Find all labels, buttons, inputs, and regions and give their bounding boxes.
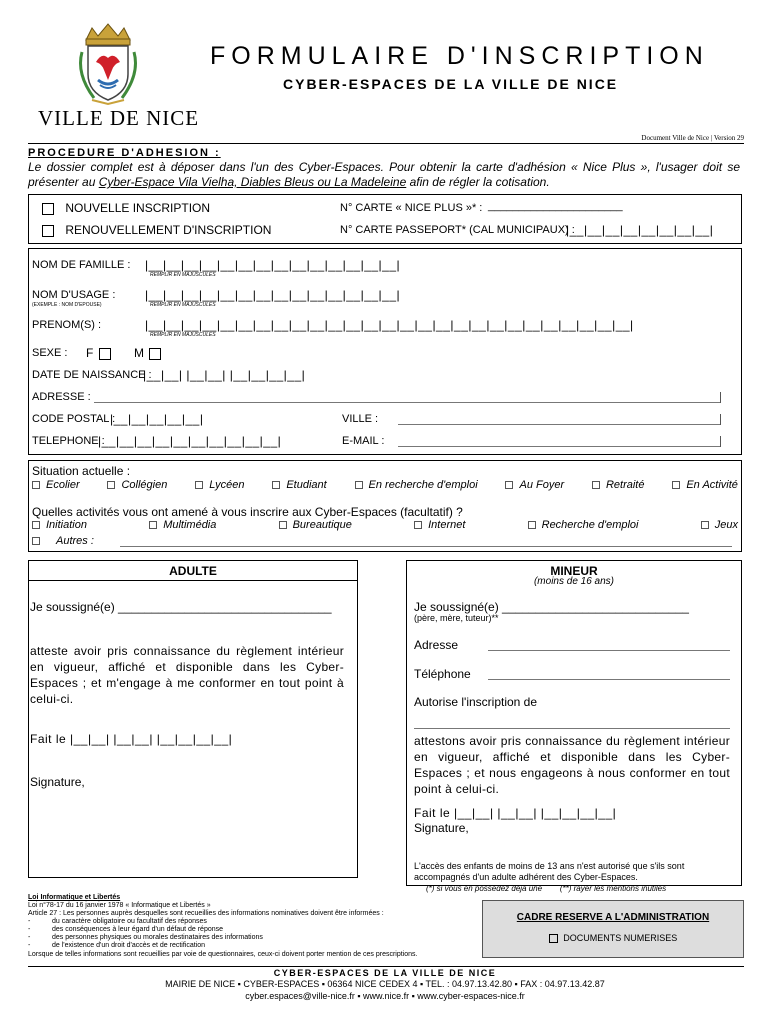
footer-title: CYBER-ESPACES DE LA VILLE DE NICE — [273, 968, 497, 978]
last-name-field[interactable]: |__|__|__|__|__|__|__|__|__|__|__|__|__|__| — [145, 258, 401, 272]
footer-divider — [28, 966, 744, 967]
admin-heading: CADRE RESERVE A L'ADMINISTRATION — [516, 912, 710, 923]
adult-heading-rule — [28, 580, 358, 581]
adult-signatory-field[interactable]: Je soussigné(e) ________________________________ — [30, 600, 332, 614]
privacy-law-heading: Loi Informatique et Libertés — [28, 894, 121, 901]
activity-option[interactable]: Internet — [414, 519, 465, 531]
privacy-law-last: Lorsque de telles informations sont recueillies par voie de questionnaires, ceux-ci doivent porter mention de ces prescriptions. — [28, 951, 418, 958]
phone-label: TELEPHONE : — [32, 435, 105, 447]
autres-label: Autres : — [56, 535, 94, 547]
procedure-heading: PROCEDURE D'ADHESION : — [28, 147, 221, 159]
privacy-law-item: - de l'existence d'un droit d'accès et de rectification — [28, 942, 206, 949]
usage-name-hint: (EXEMPLE : NOM D'EPOUSE) — [32, 302, 102, 308]
city-label: VILLE : — [342, 413, 379, 425]
footnotes: (*) si vous en possédez déjà une (**) rayer les mentions inutiles — [426, 884, 667, 893]
minor-signatory-field[interactable]: Je soussigné(e) ____________________________ — [414, 600, 689, 614]
address-field-end — [720, 392, 721, 403]
digitized-docs-checkbox[interactable] — [549, 934, 558, 943]
passport-card-label: N° CARTE PASSEPORT* (CAL MUNICIPAUX) : — [340, 224, 575, 236]
sex-female-option[interactable] — [86, 346, 111, 360]
situation-option[interactable]: Au Foyer — [505, 479, 564, 491]
passport-card-field[interactable]: |__|__|__|__|__|__|__|__| — [566, 223, 714, 237]
new-inscription-option[interactable] — [42, 201, 210, 215]
sex-female-checkbox[interactable] — [99, 348, 111, 360]
minor-age-note: L'accès des enfants de moins de 13 ans n'est autorisé que s'ils sont accompagnés d'un adulte adhérent des Cyber-Espaces. — [414, 861, 685, 882]
first-name-label: PRENOM(S) : — [32, 319, 102, 331]
adult-signature-label: Signature, — [30, 775, 85, 789]
birthdate-field[interactable]: |__|__| |__|__| |__|__|__|__| — [143, 368, 306, 382]
new-inscription-checkbox[interactable] — [42, 203, 54, 215]
procedure-text-end: afin de régler la cotisation. — [406, 175, 550, 189]
adult-heading: ADULTE — [169, 564, 217, 578]
caps-hint: REMPLIR EN MAJUSCULES — [150, 332, 216, 338]
card-number-field[interactable]: ______________________ — [488, 200, 623, 212]
email-label: E-MAIL : — [342, 435, 385, 447]
activity-option[interactable]: Jeux — [701, 519, 738, 531]
doc-version: Document Ville de Nice | Version 29 — [641, 134, 744, 142]
logo — [72, 22, 144, 106]
sex-label: SEXE : — [32, 347, 68, 359]
procedure-text-part: Le dossier complet est à déposer dans l'un des Cyber-Espaces. Pour obtenir la carte d'adhésion « Nice Plus », l'usager doit se présenter au — [28, 160, 740, 189]
minor-authorize-label: Autorise l'inscription de — [414, 695, 538, 709]
minor-attestation: attestons avoir pris connaissance du règlement intérieur en vigueur, affiché et disponible dans les Cyber-Espaces ; et nous engageons à nous conformer en tout point à celui-ci. — [414, 734, 730, 796]
digitized-docs-label: DOCUMENTS NUMERISES — [563, 933, 678, 943]
procedure-locations: Cyber-Espace Vila Vielha, Diables Bleus ou La Madeleine — [98, 175, 407, 189]
situation-option[interactable]: Collégien — [107, 479, 167, 491]
renew-inscription-option[interactable] — [42, 223, 271, 237]
footer-address: MAIRIE DE NICE ▪ CYBER-ESPACES ▪ 06364 NICE CEDEX 4 ▪ TEL. : 04.97.13.42.80 ▪ FAX : 04.97.13.42.87 — [165, 979, 605, 989]
email-field-end — [720, 436, 721, 447]
situation-option[interactable]: Ecolier — [32, 479, 80, 491]
adult-attestation: atteste avoir pris connaissance du règlement intérieur en vigueur, affiché et disponible dans les Cyber-Espaces ; et m'engage à me conformer en tout point à celui-ci. — [30, 644, 344, 706]
situation-options — [32, 479, 738, 491]
privacy-law-item: - des conséquences à leur égard d'un défaut de réponse — [28, 926, 224, 933]
first-name-field[interactable]: |__|__|__|__|__|__|__|__|__|__|__|__|__|__|__|__|__|__|__|__|__|__|__|__|__|__|__| — [145, 318, 634, 332]
birthdate-label: DATE DE NAISSANCE : — [32, 369, 152, 381]
new-inscription-label: NOUVELLE INSCRIPTION — [65, 201, 211, 215]
minor-subheading: (moins de 16 ans) — [533, 576, 615, 587]
caps-hint: REMPLIR EN MAJUSCULES — [150, 302, 216, 308]
activities-label: Quelles activités vous ont amené à vous inscrire aux Cyber-Espaces (facultatif) ? — [32, 505, 463, 519]
situation-label: Situation actuelle : — [32, 464, 131, 478]
usage-name-label: NOM D'USAGE : — [32, 289, 116, 301]
renew-inscription-label: RENOUVELLEMENT D'INSCRIPTION — [65, 223, 272, 237]
activity-options — [32, 519, 738, 531]
address-label: ADRESSE : — [32, 391, 91, 403]
sex-male-option[interactable] — [134, 346, 161, 360]
caps-hint: REMPLIR EN MAJUSCULES — [150, 272, 216, 278]
renew-inscription-checkbox[interactable] — [42, 225, 54, 237]
minor-phone-label: Téléphone — [414, 667, 471, 681]
city-name: VILLE DE NICE — [38, 106, 200, 130]
autres-field[interactable] — [120, 546, 732, 547]
form-subtitle: CYBER-ESPACES DE LA VILLE DE NICE — [283, 76, 619, 92]
activity-option[interactable]: Bureautique — [279, 519, 352, 531]
city-field-end — [720, 414, 721, 425]
sex-female-label: F — [86, 346, 94, 360]
situation-option[interactable]: Retraité — [592, 479, 645, 491]
privacy-law-line1: Loi n°78-17 du 16 janvier 1978 « Informatique et Libertés » — [28, 902, 211, 909]
minor-date-field[interactable]: Fait le |__|__| |__|__| |__|__|__|__| — [414, 806, 617, 820]
situation-option[interactable]: En Activité — [672, 479, 738, 491]
phone-field[interactable]: |__|__|__|__|__|__|__|__|__|__| — [98, 434, 282, 448]
privacy-law-item: - du caractère obligatoire ou facultatif des réponses — [28, 918, 207, 925]
adult-date-field[interactable]: Fait le |__|__| |__|__| |__|__|__|__| — [30, 732, 233, 746]
procedure-text — [28, 160, 740, 190]
card-number-label: N° CARTE « NICE PLUS »* : — [340, 202, 483, 214]
footer-contacts: cyber.espaces@ville-nice.fr ▪ www.nice.fr ▪ www.cyber-espaces-nice.fr — [245, 991, 525, 1001]
minor-address-field[interactable] — [488, 650, 730, 651]
minor-heading: MINEUR — [550, 564, 598, 578]
sex-male-label: M — [134, 346, 144, 360]
privacy-law-item: - des personnes physiques ou morales destinataires des informations — [28, 934, 263, 941]
sex-male-checkbox[interactable] — [149, 348, 161, 360]
minor-parent-hint: (père, mère, tuteur)** — [414, 613, 499, 623]
autres-option[interactable] — [32, 535, 94, 547]
minor-child-name-field[interactable] — [414, 728, 730, 729]
minor-address-label: Adresse — [414, 638, 459, 652]
usage-name-field[interactable]: |__|__|__|__|__|__|__|__|__|__|__|__|__|__| — [145, 288, 401, 302]
last-name-label: NOM DE FAMILLE : — [32, 259, 131, 271]
postal-code-label: CODE POSTAL : — [32, 413, 116, 425]
address-field[interactable] — [94, 402, 720, 403]
form-title: FORMULAIRE D'INSCRIPTION — [210, 42, 709, 70]
activity-option[interactable]: Initiation — [32, 519, 87, 531]
divider — [28, 143, 744, 144]
situation-option[interactable]: Lycéen — [195, 479, 244, 491]
city-field[interactable] — [398, 424, 720, 425]
activity-option[interactable]: Recherche d'emploi — [528, 519, 639, 531]
minor-phone-field[interactable] — [488, 679, 730, 680]
nice-coat-of-arms-icon — [72, 22, 144, 106]
privacy-law-line2: Article 27 : Les personnes auprès desquelles sont recueillies des informations nominatives doivent être informées : — [28, 910, 384, 917]
privacy-law-list — [28, 918, 263, 950]
situation-option[interactable]: Etudiant — [272, 479, 326, 491]
postal-code-field[interactable]: |__|__|__|__|__| — [110, 412, 204, 426]
minor-signature-label: Signature, — [414, 821, 469, 835]
activity-option[interactable]: Multimédia — [149, 519, 216, 531]
admin-box — [482, 900, 744, 958]
digitized-docs-option[interactable] — [482, 933, 744, 943]
email-field[interactable] — [398, 446, 720, 447]
situation-option[interactable]: En recherche d'emploi — [355, 479, 478, 491]
